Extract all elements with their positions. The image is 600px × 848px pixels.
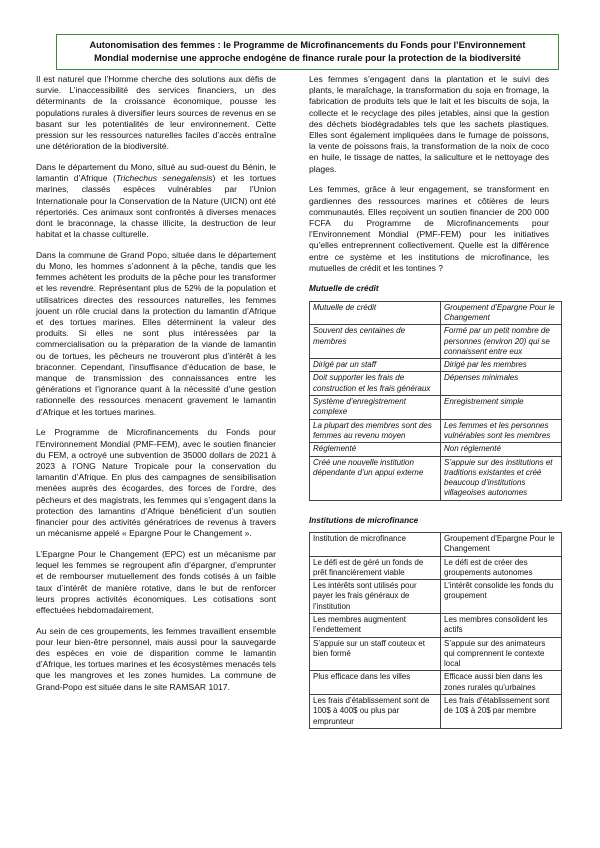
table-row — [310, 671, 562, 695]
table-cell: Dépenses minimales — [441, 372, 562, 396]
table-cell: Réglementé — [310, 443, 441, 456]
table-cell: Système d’enregistrement complexe — [310, 396, 441, 420]
table-row — [310, 456, 562, 500]
table-row — [310, 637, 562, 671]
table-row — [310, 443, 562, 456]
table-cell: Les membres consolident les actifs — [441, 613, 562, 637]
left-paragraph-4: Le Programme de Microfinancements du Fonds pour l’Environnement Mondial (PMF-FEM), avec le soutien financier du FEM, a octroyé une subvention de 35000 dollars de 2021 à 2023 à l’ONG Nature Tropicale pour la conservation du lamantin d’Afrique. En plus des campagnes de sensibilisation menées auprès des écogardes, des forces de l’ordre, des pêcheurs et des magistrats, les femmes qui s’engagent dans la protection des lamantins d’Afrique bénéficient d’un soutien financier pour des activités génératrices de revenus à travers un mécanisme appelé « Epargne Pour le Changement ». — [36, 427, 276, 539]
table-cell: L’intérêt consolide les fonds du groupement — [441, 580, 562, 614]
table-cell: Créé une nouvelle institution dépendante d’un appui externe — [310, 456, 441, 500]
left-paragraph-3: Dans la commune de Grand Popo, située dans le département du Mono, les hommes s’adonnent à la pêche, tandis que les femmes achètent les produits de la pêche pour les transformer et les revendre. Représentant plus de 52% de la population et utilisatrices directes des ressources naturelles, les femmes jouent un rôle crucial dans la protection du lamantin d’Afrique et des tortues marines. Elles déterminent la valeur des produits. Si elles ne sont plus intéressées par la commercialisation ou la préparation de la viande de lamantin ou de tortues, les pêcheurs ne trouveront plus d’intérêt à les braconner. Cependant, l’insuffisance d’éducation de base, le manque de transmission des connaissances entre les générations et l’ignorance quant à la nécessité d’une gestion rationnelle des ressources menacent gravement le lamantin d’Afrique et les tortues marines. — [36, 249, 276, 417]
table-cell: Plus efficace dans les villes — [310, 671, 441, 695]
table-cell: Mutuelle de crédit — [310, 301, 441, 325]
table-cell: S’appuie sur des institutions et traditions existantes et créé beaucoup d’institutions villageoises autonomes — [441, 456, 562, 500]
left-paragraph-6: Au sein de ces groupements, les femmes travaillent ensemble pour leur bien-être personnel, mais aussi pour la sauvegarde des espèces en voie de disparition comme le lamantin d’Afrique, les tortues marines et les écosystèmes menacés tels que les mangroves et les zones humides. La commune de Grand-Popo est située dans le site RAMSAR 1017. — [36, 625, 276, 692]
table-cell: Les membres augmentent l’endettement — [310, 613, 441, 637]
left-paragraph-1: Il est naturel que l’Homme cherche des solutions aux défis de survie. L’inaccessibilité des services financiers, un des déterminants de la croissance économique, pousse les populations rurales à diversifier leurs sources de revenus en se basant sur les potentialités de leur environnement. Cette pression sur les ressources naturelles faciles d’accès entraîne une détérioration de la biodiversité. — [36, 74, 276, 152]
title-line-2: Mondial modernise une approche endogène de finance rurale pour la protection de la biodiversité — [94, 53, 521, 63]
table-row — [310, 613, 562, 637]
table-cell: Dirigé par les membres — [441, 359, 562, 372]
table-cell: Formé par un petit nombre de personnes (environ 20) qui se connaissent entre eux — [441, 325, 562, 359]
table-cell: Souvent des centaines de membres — [310, 325, 441, 359]
table-row — [310, 372, 562, 396]
table-cell: Institution de microfinance — [310, 532, 441, 556]
table-cell: Les frais d’établissement sont de 100$ à 400$ ou plus par emprunteur — [310, 695, 441, 729]
table-cell: Enregistrement simple — [441, 396, 562, 420]
right-paragraph-1: Les femmes s’engagent dans la plantation et le suivi des plants, le maraîchage, la transformation du soja en fromage, la fabrication de produits tels que le lait et les biscuits de soja, la collecte et le recyclage des piles jetables, ainsi que la gestion des déchets biodégradables tels que les sachets plastiques. Elles sont également impliquées dans le fumage de poissons, la vente de poissons frais, la transformation de la noix de coco en huile, le tissage de nattes, la saliculture et le nettoyage des plages. — [309, 74, 549, 174]
table-cell: Dirigé par un staff — [310, 359, 441, 372]
table-row — [310, 695, 562, 729]
table-cell: Le défi est de géré un fonds de prêt financièrement viable — [310, 556, 441, 580]
table-cell: Non réglementé — [441, 443, 562, 456]
table-row — [310, 359, 562, 372]
right-column — [309, 74, 555, 743]
table-mutuelle — [309, 301, 562, 501]
table-cell: S’appuie sur des animateurs qui comprennent le contexte local — [441, 637, 562, 671]
table-row — [310, 532, 562, 556]
left-paragraph-2: Dans le département du Mono, situé au sud-ouest du Bénin, le lamantin d’Afrique (Trichechus senegalensis) et les tortues marines, classés espèces vulnérables par l’Union Internationale pour la Conservation de la Nature (UICN) ont été répertoriés. Ces animaux sont confrontés à diverses menaces dont le braconnage, la chasse illicite, la destruction de leur habitat et la chasse culturelle. — [36, 161, 276, 240]
table-row — [310, 396, 562, 420]
table-cell: Doit supporter les frais de construction et les frais généraux — [310, 372, 441, 396]
table-row — [310, 580, 562, 614]
left-paragraph-5: L’Epargne Pour le Changement (EPC) est un mécanisme par lequel les femmes se regroupent afin d’épargner, d’emprunter et de rembourser mutuellement des fonds cotisés à un faible taux d’intérêt de manière rotative, dans le but de renforcer leurs propres activités économiques. Les cotisations sont effectuées hebdomadairement. — [36, 548, 276, 615]
left-column — [36, 74, 276, 702]
title-box — [56, 34, 559, 70]
table-cell: Le défi est de créer des groupements autonomes — [441, 556, 562, 580]
table-cell: Les femmes et les personnes vulnérables sont les membres — [441, 419, 562, 443]
table-cell: Les intérêts sont utilisés pour payer les frais généraux de l’institution — [310, 580, 441, 614]
right-paragraph-2: Les femmes, grâce à leur engagement, se transforment en gardiennes des ressources marines et côtières de leurs communautés. Elles reçoivent un soutien financier de 200 000 FCFA du Programme de Microfinancements pour l’Environnement Mondial (PMF-FEM) pour les initiatives qu’elles entreprennent collectivement. Quelle est la différence entre ce système et les institutions de microfinance, les mutuelles de crédit et les tontines ? — [309, 184, 549, 273]
table-cell: S’appuie sur un staff couteux et bien formé — [310, 637, 441, 671]
table-row — [310, 301, 562, 325]
table-cell: Les frais d’établissement sont de 10$ à 20$ par membre — [441, 695, 562, 729]
section-label-microfinance: Institutions de microfinance — [309, 515, 419, 525]
table-microfinance — [309, 532, 562, 729]
table-cell: La plupart des membres sont des femmes au revenu moyen — [310, 419, 441, 443]
table-row — [310, 419, 562, 443]
title-line-1: Autonomisation des femmes : le Programme de Microfinancements du Fonds pour l’Environnement — [89, 40, 526, 50]
table-cell: Efficace aussi bien dans les zones rurales qu’urbaines — [441, 671, 562, 695]
table-cell: Groupement d’Epargne Pour le Changement — [441, 301, 562, 325]
section-label-mutuelle: Mutuelle de crédit — [309, 284, 379, 294]
species-name: Trichechus senegalensis — [115, 173, 213, 184]
table-row — [310, 325, 562, 359]
table-cell: Groupement d’Epargne Pour le Changement — [441, 532, 562, 556]
table-row — [310, 556, 562, 580]
